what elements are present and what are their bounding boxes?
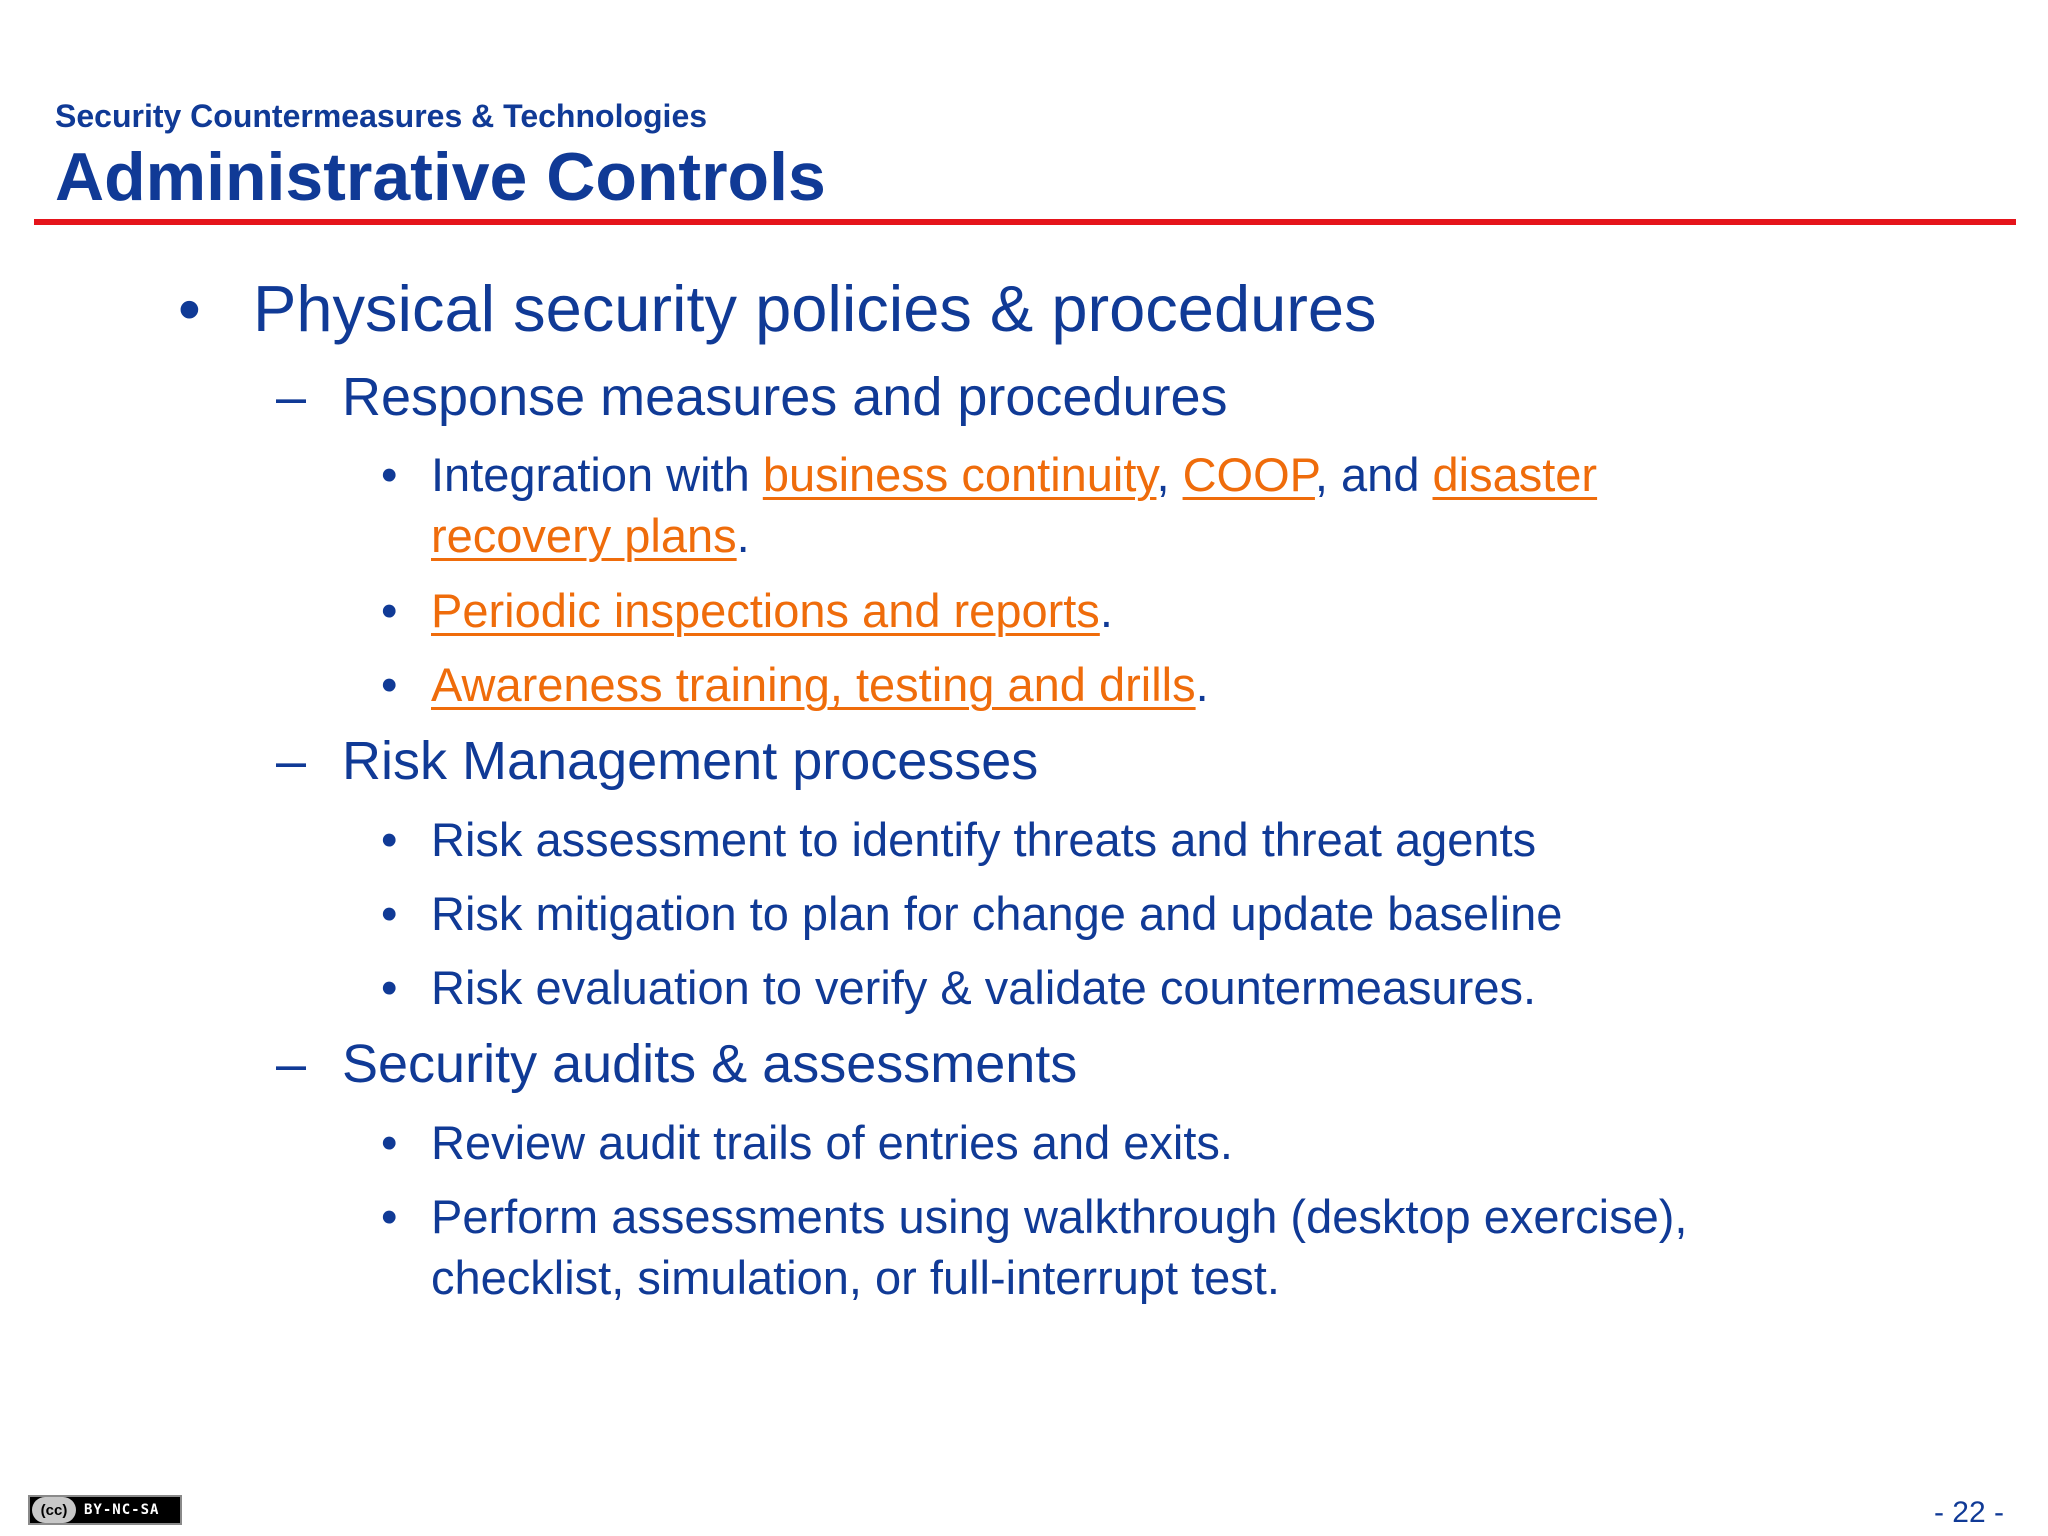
bullet-marker: • [381,448,398,501]
list-item [381,1186,1688,1308]
list-item [381,444,1598,566]
creative-commons-icon: (cc) [32,1497,76,1523]
main-bullet [178,272,1377,347]
bullet-marker: • [178,272,201,345]
dash-marker: – [276,731,307,791]
periodic-inspections-link[interactable]: Periodic inspections and reports [431,584,1100,637]
item-text: Integration with [431,448,763,501]
section-heading-text: Response measures and procedures [342,367,1228,427]
section-heading-audits [276,1033,1078,1095]
suffix-text: . [1195,658,1209,711]
page-number: - 22 - [1933,1496,2004,1529]
main-bullet-text: Physical security policies & procedures [253,272,1377,345]
bullet-marker: • [381,1190,398,1243]
bullet-marker: • [381,658,398,711]
list-item [381,654,1209,715]
item-text: Risk assessment to identify threats and threat agents [431,813,1537,866]
title-divider [34,219,2016,225]
disaster-recovery-link-continued[interactable]: recovery plans [431,509,737,562]
bullet-marker: • [381,961,398,1014]
list-item [381,809,1537,870]
bullet-marker: • [381,887,398,940]
disaster-recovery-link[interactable]: disaster [1432,448,1598,501]
item-text: Risk evaluation to verify & validate countermeasures. [431,961,1537,1014]
dash-marker: – [276,367,307,427]
bullet-marker: • [381,584,398,637]
item-text: Review audit trails of entries and exits. [431,1116,1233,1169]
item-text: Perform assessments using walkthrough (desktop exercise), [431,1190,1688,1243]
suffix-text: . [1099,584,1113,637]
list-item [381,580,1113,641]
suffix-text: . [736,509,750,562]
separator-text: , [1156,448,1183,501]
list-item [381,883,1563,944]
item-text: Risk mitigation to plan for change and update baseline [431,887,1563,940]
section-heading-response [276,366,1228,428]
section-heading-risk [276,730,1039,792]
license-text: BY-NC-SA [84,1502,160,1518]
section-heading-text: Risk Management processes [342,731,1039,791]
list-item [381,957,1537,1018]
awareness-training-link[interactable]: Awareness training, testing and drills [431,658,1196,711]
section-heading-text: Security audits & assessments [342,1034,1078,1094]
bullet-marker: • [381,1116,398,1169]
coop-link[interactable]: COOP [1182,448,1315,501]
list-item [381,1112,1233,1173]
dash-marker: – [276,1034,307,1094]
slide-subtitle: Security Countermeasures & Technologies [55,98,708,134]
slide-title: Administrative Controls [55,139,826,215]
bullet-marker: • [381,813,398,866]
business-continuity-link[interactable]: business continuity [762,448,1157,501]
license-badge[interactable] [28,1495,182,1525]
item-text-continued: checklist, simulation, or full-interrupt test. [431,1251,1280,1304]
separator-text: , and [1314,448,1433,501]
